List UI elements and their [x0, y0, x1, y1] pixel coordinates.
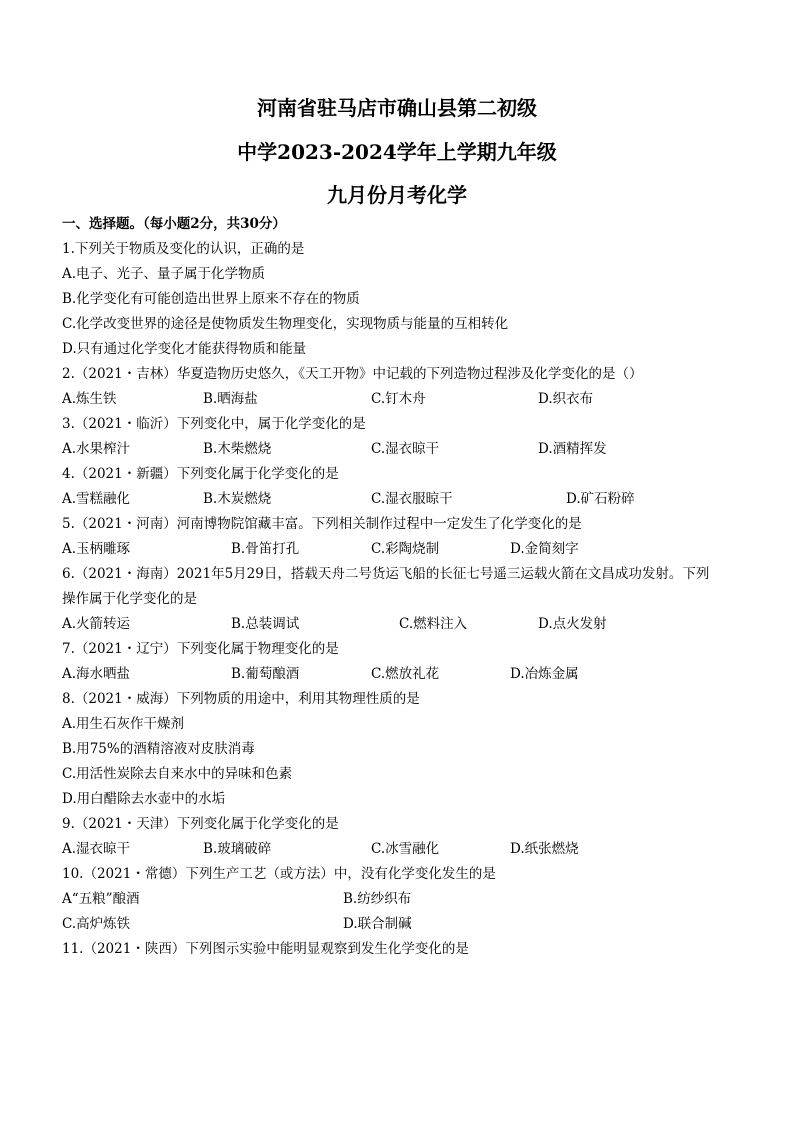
page-title-line-3: 九月份月考化学: [327, 183, 467, 207]
question-9-option-c: C.冰雪融化: [371, 841, 440, 857]
question-4-stem: 4.（2021・新疆）下列变化属于化学变化的是: [62, 466, 339, 482]
question-1-option-b: B.化学变化有可能创造出世界上原来不存在的物质: [62, 291, 360, 307]
question-1-stem: 1.下列关于物质及变化的认识，正确的是: [62, 241, 305, 257]
question-8-option-d: D.用白醋除去水壶中的水垢: [62, 791, 226, 807]
question-5-option-d: D.金简刻字: [510, 541, 579, 557]
question-9-option-b: B.玻璃破碎: [203, 841, 272, 857]
question-6-option-a: A.火箭转运: [62, 616, 131, 632]
question-9-stem: 9.（2021・天津）下列变化属于化学变化的是: [62, 816, 339, 832]
question-10-option-b: B.纺纱织布: [343, 891, 412, 907]
question-4-option-a: A.雪糕融化: [62, 491, 131, 507]
question-9-option-d: D.纸张燃烧: [510, 841, 579, 857]
question-1-option-a: A.电子、光子、量子属于化学物质: [62, 266, 266, 282]
question-7-option-c: C.燃放礼花: [371, 666, 440, 682]
question-6-option-d: D.点火发射: [538, 616, 607, 632]
question-6-option-b: B.总装调试: [231, 616, 300, 632]
question-4-option-d: D.矿石粉碎: [566, 491, 635, 507]
question-2-option-b: B.晒海盐: [203, 391, 258, 407]
question-2-stem: 2.（2021・吉林）华夏造物历史悠久，《天工开物》中记载的下列造物过程涉及化学变化的是（）: [62, 366, 643, 382]
question-4-option-b: B.木炭燃烧: [203, 491, 272, 507]
section-heading: 一、选择题。（每小题2分，共30分）: [62, 216, 286, 232]
question-3-option-b: B.木柴燃烧: [203, 441, 272, 457]
question-5-option-b: B.骨笛打孔: [231, 541, 300, 557]
question-11-stem: 11.（2021・陕西）下列图示实验中能明显观察到发生化学变化的是: [62, 941, 469, 957]
question-7-option-a: A.海水晒盐: [62, 666, 131, 682]
question-7-option-d: D.冶炼金属: [510, 666, 579, 682]
question-2-option-d: D.织衣布: [538, 391, 594, 407]
question-5-stem: 5.（2021・河南）河南博物院馆藏丰富。下列相关制作过程中一定发生了化学变化的是: [62, 516, 582, 532]
question-10-option-c: C.高炉炼铁: [62, 916, 131, 932]
question-10-stem: 10.（2021・常德）下列生产工艺（或方法）中，没有化学变化发生的是: [62, 866, 496, 882]
question-10-option-a: A“五粮”酿酒: [62, 891, 140, 907]
question-10-option-d: D.联合制碱: [343, 916, 412, 932]
question-9-option-a: A.湿衣晾干: [62, 841, 131, 857]
question-7-option-b: B.葡萄酿酒: [231, 666, 300, 682]
question-6-stem-line-1: 6.（2021・海南）2021年5月29日，搭载天舟二号货运飞船的长征七号遥三运载火箭在文昌成功发射。下列: [62, 566, 710, 582]
question-8-option-c: C.用活性炭除去自来水中的异味和色素: [62, 766, 293, 782]
question-8-option-a: A.用生石灰作干燥剂: [62, 716, 185, 732]
question-4-option-c: C.湿衣服晾干: [371, 491, 453, 507]
page-title-line-1: 河南省驻马店市确山县第二初级: [257, 96, 537, 120]
question-5-option-c: C.彩陶烧制: [371, 541, 440, 557]
question-1-option-c: C.化学改变世界的途径是使物质发生物理变化，实现物质与能量的互相转化: [62, 316, 509, 332]
question-3-option-a: A.水果榨汁: [62, 441, 131, 457]
question-5-option-a: A.玉柄雕琢: [62, 541, 131, 557]
question-2-option-a: A.炼生铁: [62, 391, 117, 407]
question-6-option-c: C.燃料注入: [399, 616, 468, 632]
question-3-option-d: D.酒精挥发: [538, 441, 607, 457]
question-7-stem: 7.（2021・辽宁）下列变化属于物理变化的是: [62, 641, 339, 657]
question-2-option-c: C.钉木舟: [371, 391, 426, 407]
question-3-option-c: C.湿衣晾干: [371, 441, 440, 457]
question-8-option-b: B.用75%的酒精溶液对皮肤消毒: [62, 741, 255, 757]
question-8-stem: 8.（2021・威海）下列物质的用途中，利用其物理性质的是: [62, 691, 420, 707]
question-1-option-d: D.只有通过化学变化才能获得物质和能量: [62, 341, 307, 357]
question-3-stem: 3.（2021・临沂）下列变化中，属于化学变化的是: [62, 416, 366, 432]
page-title-line-2: 中学2023-2024学年上学期九年级: [237, 140, 557, 164]
question-6-stem-line-2: 操作属于化学变化的是: [62, 591, 197, 607]
